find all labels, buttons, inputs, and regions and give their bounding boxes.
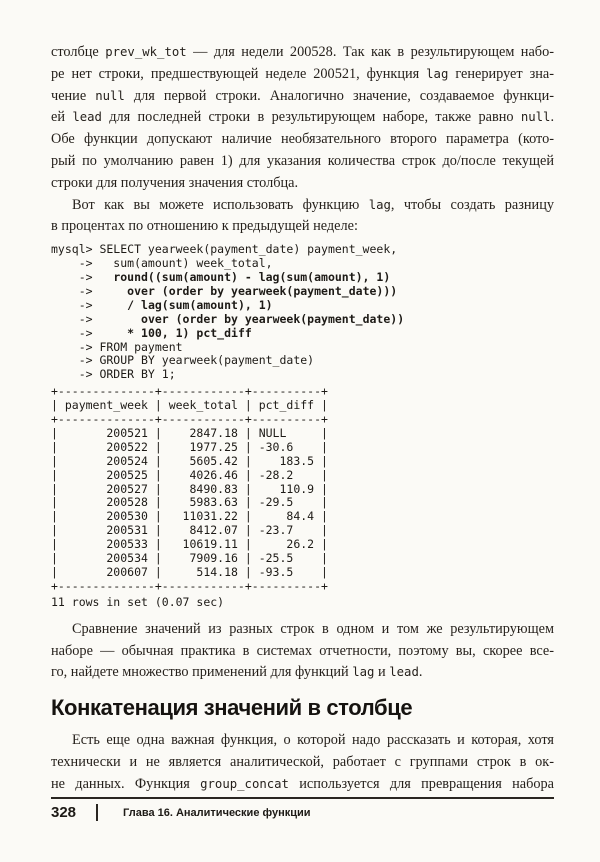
text-line: [51, 580, 554, 594]
code-bold: * 100, 1) pct_diff: [127, 325, 252, 340]
text-run: .: [550, 109, 555, 126]
text-line: [51, 327, 554, 341]
text-run: столбце: [51, 44, 106, 60]
text-run: Вот как вы можете использовать функцию: [72, 196, 369, 213]
text-line: [51, 413, 554, 427]
text-run: строки для получения значения столбца.: [51, 174, 299, 191]
text-run: +--------------+------------+----------+: [51, 412, 328, 427]
text-run: наборе — обычная практика в системах отчетности, поэтому вы, скорее все-: [51, 642, 554, 659]
text-line: [51, 64, 554, 86]
text-run: | 200533 | 10619.11 | 26.2 |: [51, 537, 328, 552]
intro-paragraph-2: [51, 195, 554, 239]
text-run: | 200521 | 2847.18 | NULL |: [51, 425, 328, 440]
text-line: [51, 641, 554, 663]
text-run: Обе функции допускают наличие необязательного второго параметра (кото-: [51, 131, 554, 148]
text-run: .: [418, 664, 423, 681]
page-content: [51, 42, 554, 796]
text-run: технически и не является аналитической, работает с группами строк в ок-: [51, 753, 554, 770]
page-number: 328: [51, 804, 77, 821]
text-line: [51, 619, 554, 641]
text-line: [51, 496, 554, 510]
text-run: в процентах по отношению к предыдущей неделе:: [51, 218, 358, 235]
text-run: ре нет строки, предшествующей неделе 200521, функция: [51, 65, 427, 82]
text-run: +--------------+------------+----------+: [51, 384, 328, 399]
text-line: [51, 730, 554, 752]
text-line: [51, 441, 554, 455]
inline-code: lead: [389, 665, 419, 680]
text-line: [51, 107, 554, 129]
text-line: [51, 469, 554, 483]
body-paragraph-concat: [51, 730, 554, 795]
text-run: ->: [51, 311, 142, 326]
text-run: -> sum(amount) week_total,: [51, 256, 273, 271]
text-run: +--------------+------------+----------+: [51, 578, 328, 593]
text-run: | 200534 | 7909.16 | -25.5 |: [51, 551, 328, 566]
text-line: [51, 368, 554, 382]
text-line: [51, 257, 554, 271]
inline-code: prev_wk_tot: [105, 45, 187, 59]
text-run: чение: [51, 87, 96, 104]
text-line: [51, 774, 554, 796]
text-run: генерирует зна-: [448, 65, 555, 82]
inline-code: lag: [352, 665, 375, 680]
text-run: ->: [51, 269, 114, 284]
result-status: 11 rows in set (0.07 sec): [51, 594, 225, 609]
section-heading: Конкатенация значений в столбце: [51, 695, 413, 721]
code-bold: / lag(sum(amount), 1): [127, 297, 273, 312]
text-line: [51, 216, 554, 238]
text-run: | 200607 | 514.18 | -93.5 |: [51, 565, 328, 580]
text-line: [51, 662, 554, 684]
mysql-result-table: [51, 385, 554, 594]
text-line: [51, 313, 554, 327]
text-line: [51, 195, 554, 217]
text-run: | 200530 | 11031.22 | 84.4 |: [51, 509, 328, 524]
text-run: | 200522 | 1977.25 | -30.6 |: [51, 439, 328, 454]
inline-code: lag: [426, 66, 449, 81]
text-run: используется для превращения набора: [288, 775, 555, 792]
text-run: -> FROM payment: [51, 339, 183, 354]
text-line: [51, 129, 554, 151]
footer-divider: [96, 804, 98, 821]
footer-row: [51, 804, 554, 821]
text-line: [51, 243, 554, 257]
text-line: [51, 455, 554, 469]
text-line: [51, 341, 554, 355]
text-run: | payment_week | week_total | pct_diff |: [51, 398, 328, 413]
inline-code: lag: [368, 197, 391, 212]
text-run: | 200527 | 8490.83 | 110.9 |: [51, 481, 328, 496]
body-paragraph-compare: [51, 619, 554, 684]
text-run: | 200525 | 4026.46 | -28.2 |: [51, 467, 328, 482]
text-run: го, найдете множество применений для функций: [51, 664, 353, 681]
chapter-title: Глава 16. Аналитические функции: [123, 806, 311, 819]
text-line: [51, 151, 554, 173]
text-line: [51, 427, 554, 441]
text-run: | 200531 | 8412.07 | -23.7 |: [51, 523, 328, 538]
text-line: [51, 42, 554, 64]
text-line: [51, 299, 554, 313]
text-line: [51, 510, 554, 524]
footer-rule: [51, 797, 554, 799]
inline-code: null: [95, 88, 125, 103]
text-run: -> ORDER BY 1;: [51, 367, 176, 382]
text-run: ->: [51, 297, 128, 312]
text-line: [51, 483, 554, 497]
text-line: [51, 354, 554, 368]
text-line: [51, 285, 554, 299]
text-run: -> GROUP BY yearweek(payment_date): [51, 353, 315, 368]
intro-paragraph-1: [51, 42, 554, 195]
text-run: рый по умолчанию равен 1) для указания количества строк до/после текущей: [51, 152, 554, 169]
text-run: | 200524 | 5605.42 | 183.5 |: [51, 453, 328, 468]
code-bold: round((sum(amount) - lag(sum(amount), 1): [113, 269, 391, 284]
text-run: для первой строки. Аналогично значение, создаваемое функци-: [124, 87, 554, 104]
text-run: — для недели 200528. Так как в результирующем набо-: [186, 44, 554, 60]
inline-code: lead: [72, 110, 102, 125]
text-run: mysql> SELECT yearweek(payment_date) payment_week,: [51, 242, 398, 257]
inline-code: null: [520, 110, 551, 125]
text-line: [51, 173, 554, 195]
footer: [51, 797, 554, 821]
text-line: [51, 566, 554, 580]
text-line: [51, 86, 554, 108]
code-bold: over (order by yearweek(payment_date))): [127, 283, 398, 298]
text-run: для последней строки в результирующем наборе, также равно: [101, 109, 521, 126]
code-bold: over (order by yearweek(payment_date)): [141, 311, 405, 326]
text-run: и: [374, 664, 390, 681]
text-line: [51, 385, 554, 399]
text-line: [51, 552, 554, 566]
text-run: ей: [51, 109, 73, 126]
text-line: [51, 538, 554, 552]
text-run: ->: [51, 325, 128, 340]
text-line: [51, 752, 554, 774]
text-line: [51, 399, 554, 413]
text-line: [51, 524, 554, 538]
text-run: , чтобы создать разницу: [390, 196, 554, 213]
text-run: | 200528 | 5983.63 | -29.5 |: [51, 495, 328, 510]
text-run: ->: [51, 283, 128, 298]
text-run: Есть еще одна важная функция, о которой надо рассказать и которая, хотя: [72, 732, 554, 749]
inline-code: group_concat: [200, 776, 289, 791]
sql-code-block: [51, 243, 554, 382]
text-run: не данных. Функция: [51, 775, 201, 792]
text-run: Сравнение значений из разных строк в одном и том же результирующем: [72, 620, 554, 637]
text-line: [51, 271, 554, 285]
